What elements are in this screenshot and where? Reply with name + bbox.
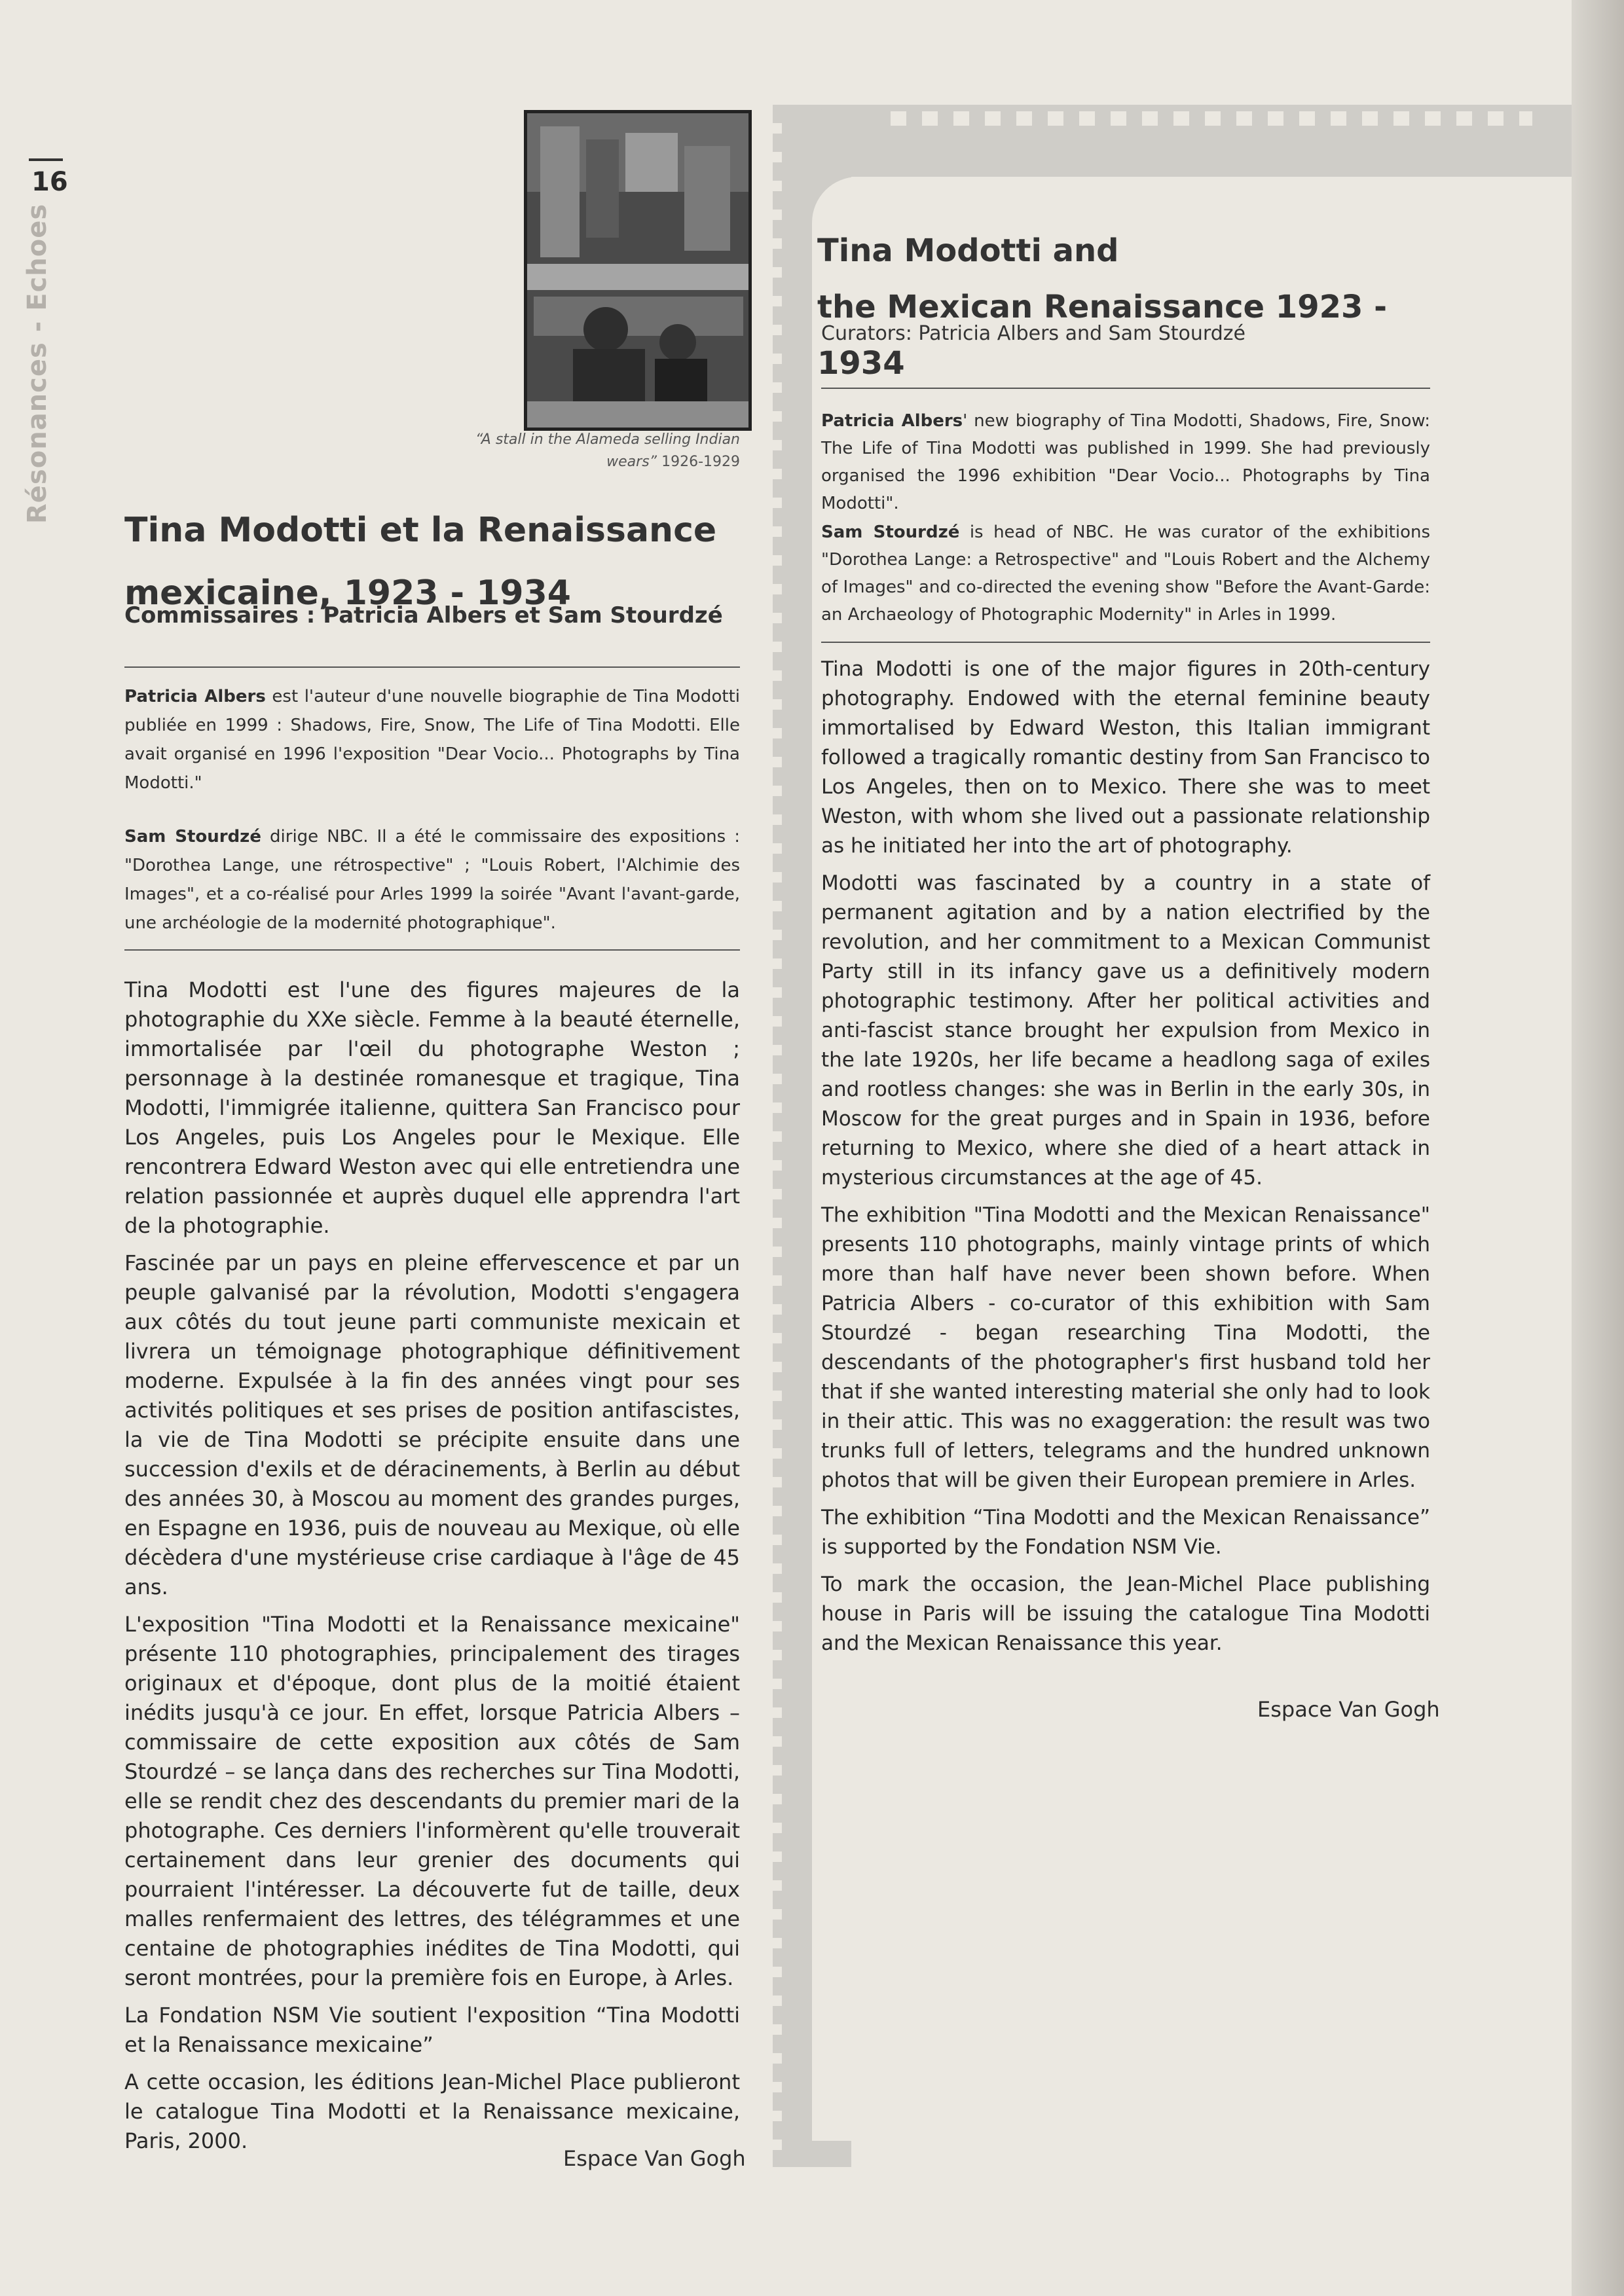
photo-caption [458,429,740,473]
french-paragraph: Tina Modotti est l'une des figures majeures de la photographie du XXe siècle. Femme à la beauté éternelle, immortalisée par l'œil du photographe Weston ; personnage à la destinée romanesque et tragique, Tina Modotti, l'immigrée italienne, quittera San Francisco pour Los Angeles, puis Los Angeles pour le Mexique. Elle rencontrera Edward Weston avec qui elle entretiendra une relation passionnée et auprès duquel elle apprendra l'art de la photographie. [124,977,740,1238]
page-edge-shadow [1572,0,1624,2296]
french-paragraph: Fascinée par un pays en pleine effervescence et par un peuple galvanisé par la révolution, Modotti s'engagera aux côtés du tout jeune parti communiste mexicain et livrera un témoignage photographique définitivement moderne. Expulsée à la fin des années vingt pour ses activités politiques et ses prises de position antifascistes, la vie de Tina Modotti se précipite ensuite dans une succession d'exils et de déracinements, à Berlin au début des années 30, à Moscou au moment des grandes purges, en Espagne en 1936, puis de nouveau au Mexique, où elle décèdera d'une mystérieuse crise cardiaque à l'âge de 45 ans. [124,1250,740,1599]
english-paragraph: The exhibition "Tina Modotti and the Mexican Renaissance" presents 110 photographs, mainly vintage prints of which more than half have never been shown before. When Patricia Albers - co-curator of this exhibition with Sam Stourdzé - began researching Tina Modotti, the descendants of the photographer's first husband told her that if she wanted interesting material she only had to look in their attic. This was no exaggeration: the result was two trunks full of letters, telegrams and the hundred unknown photos that will be given their European premiere in Arles. [821,1203,1430,1492]
french-bio-albers-text: est l'auteur d'une nouvelle biographie de Tina Modotti publiée en 1999 : Shadows, Fire, Snow, The Life of Tina Modotti. Elle avait organisé en 1996 l'exposition "Dear Vocio... Photographs by Tina Modotti." [124,687,740,793]
french-title-rule [124,666,740,668]
french-bio-stourdze-name: Sam Stourdzé [124,827,261,847]
caption-dates: 1926-1929 [661,454,740,470]
french-paragraph: L'exposition "Tina Modotti et la Renaissance mexicaine" présente 110 photographies, principalement des tirages originaux et d'époque, dont plus de la moitié étaient inédits jusqu'à ce jour. En effet, lorsque Patricia Albers – commissaire de cette exposition aux côtés de Sam Stourdzé – se lança dans des recherches sur Tina Modotti, elle se rendit chez des descendants du premier mari de la photographe. Ces derniers l'informèrent qu'elle trouverait certainement dans leur grenier des documents qui pourraient l'intéresser. La découverte fut de taille, deux malles renfermaient des lettres, des télégrammes et une centaine de photographies inédites de Tina Modotti, qui seront montrées, pour la première fois en Europe, à Arles. [124,1612,740,1990]
french-curators: Commissaires : Patricia Albers et Sam Stourdzé [124,602,723,629]
english-curators: Curators: Patricia Albers and Sam Stourdzé [821,322,1246,345]
french-paragraph: La Fondation NSM Vie soutient l'exposition “Tina Modotti et la Renaissance mexicaine” [124,2003,740,2057]
english-bio-stourdze-name: Sam Stourdzé [821,522,960,542]
english-title-rule [821,388,1430,389]
english-bio-stourdze [821,519,1430,629]
page-number: 16 [31,167,68,197]
english-bio-albers-text: ' new biography of Tina Modotti, Shadows, Fire, Snow: The Life of Tina Modotti was published in 1999. She had previously organised the 1996 exhibition "Dear Vocio... Photographs by Tina Modotti". [821,411,1430,513]
english-body [821,655,1430,1666]
english-paragraph: To mark the occasion, the Jean-Michel Place publishing house in Paris will be issuing the catalogue Tina Modotti and the Mexican Renaissance this year. [821,1573,1430,1655]
english-paragraph: The exhibition “Tina Modotti and the Mexican Renaissance” is supported by the Fondation NSM Vie. [821,1506,1430,1559]
market-stall-photo [524,110,752,431]
english-bio-rule [821,642,1430,643]
french-bio-stourdze-text: dirige NBC. Il a été le commissaire des expositions : "Dorothea Lange, une rétrospective" ; "Louis Robert, l'Alchimie des Images", et a co-réalisé pour Arles 1999 la soirée "Avant l'avant-garde, une archéologie de la modernité photographique". [124,827,740,933]
english-title-line2: the Mexican Renaissance 1923 - 1934 [817,289,1388,382]
english-signature: Espace Van Gogh [1257,1697,1440,1722]
french-paragraph: A cette occasion, les éditions Jean-Michel Place publieront le catalogue Tina Modotti et la Renaissance mexicaine, Paris, 2000. [124,2069,740,2153]
french-bio-rule [124,949,740,951]
english-paragraph: Tina Modotti is one of the major figures in 20th-century photography. Endowed with the eternal feminine beauty immortalised by Edward Weston, this Italian immigrant followed a tragically romantic destiny from San Francisco to Los Angeles, then on to Mexico. There she was to meet Weston, with whom she lived out a passionate relationship as he initiated her into the art of photography. [821,657,1430,858]
french-bio-stourdze [124,822,740,938]
page-number-rule [29,158,63,161]
english-title-line1: Tina Modotti and [817,232,1119,269]
top-decorative-band [786,105,1572,177]
english-title [817,223,1472,392]
french-bio-albers [124,682,740,797]
french-title: Tina Modotti et la Renaissance mexicaine, 1923 - 1934 [124,511,717,613]
english-bio-albers [821,407,1430,517]
english-paragraph: Modotti was fascinated by a country in a state of permanent agitation and by a nation electrified by the revolution, and her commitment to a Mexican Communist Party still in its infancy gave us a definitively modern photographic testimony. After her political activities and anti-fascist stance brought her expulsion from Mexico in the late 1920s, her life became a headlong saga of exiles and rootless changes: she was in Berlin in the early 30s, in Moscow for the great purges and in Spain in 1936, before returning to Mexico, where she died of a heart attack in mysterious circumstances at the age of 45. [821,871,1430,1190]
french-signature: Espace Van Gogh [563,2146,746,2171]
french-bio-albers-name: Patricia Albers [124,687,266,706]
french-body [124,975,740,2164]
section-tag: Résonances - Echoes [22,203,52,524]
english-bio-stourdze-text: is head of NBC. He was curator of the exhibitions "Dorothea Lange: a Retrospective" and "Louis Robert and the Alchemy of Images" and co-directed the evening show "Before the Avant-Garde: an Archaeology of Photographic Modernity" in Arles in 1999. [821,522,1431,625]
caption-text: “A stall in the Alameda selling Indian wears” [475,431,740,470]
english-bio-albers-name: Patricia Albers [821,411,963,431]
